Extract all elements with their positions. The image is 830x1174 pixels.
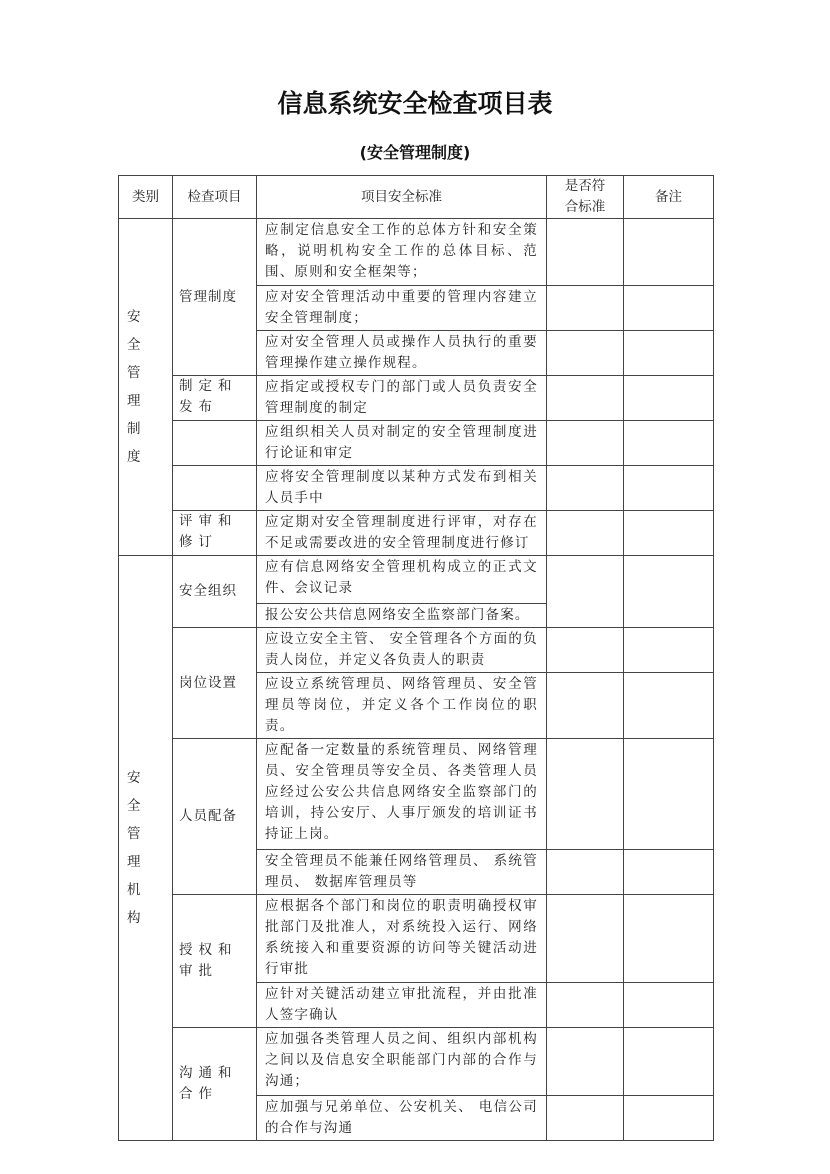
remarks-cell[interactable] — [624, 286, 714, 331]
header-row — [119, 176, 714, 219]
standard-cell: 应加强各类管理人员之间、组织内部机构之间以及信息安全职能部门内部的合作与沟通； — [257, 1028, 547, 1096]
compliant-cell[interactable] — [547, 850, 624, 895]
header-category: 类别 — [119, 176, 173, 219]
compliant-cell[interactable] — [547, 739, 624, 850]
standard-cell: 应将安全管理制度以某种方式发布到相关人员手中 — [257, 466, 547, 511]
item-cell-empty — [173, 466, 257, 511]
table-row — [119, 511, 714, 556]
remarks-cell[interactable] — [624, 1028, 714, 1096]
document-title: 信息系统安全检查项目表 — [277, 89, 553, 118]
table-row — [119, 376, 714, 421]
standard-cell: 应设立系统管理员、网络管理员、安全管理员等岗位，并定义各个工作岗位的职责。 — [257, 673, 547, 739]
remarks-cell[interactable] — [624, 376, 714, 421]
item-cell-empty — [173, 421, 257, 466]
compliant-cell[interactable] — [547, 331, 624, 376]
item-cell: 人员配备 — [173, 739, 257, 895]
remarks-cell[interactable] — [624, 850, 714, 895]
compliant-cell[interactable] — [547, 1096, 624, 1141]
remarks-cell[interactable] — [624, 895, 714, 983]
compliant-cell[interactable] — [547, 1028, 624, 1096]
compliant-cell[interactable] — [547, 466, 624, 511]
item-cell: 沟通和合作 — [173, 1028, 257, 1141]
standard-cell: 应对安全管理活动中重要的管理内容建立安全管理制度； — [257, 286, 547, 331]
standard-cell: 应配备一定数量的系统管理员、网络管理员、安全管理员等安全员、各类管理人员应经过公安公共信息网络安全监察部门的培训，持公安厅、人事厅颁发的培训证书持证上岗。 — [257, 739, 547, 850]
category-cell: 安全管理制度 — [119, 219, 173, 556]
header-compliant: 是否符合标准 — [547, 176, 624, 219]
compliant-cell[interactable] — [547, 219, 624, 286]
remarks-cell[interactable] — [624, 673, 714, 739]
standard-cell: 应加强与兄弟单位、公安机关、 电信公司的合作与沟通 — [257, 1096, 547, 1141]
table-row — [119, 628, 714, 673]
standard-cell: 应制定信息安全工作的总体方针和安全策略，说明机构安全工作的总体目标、范围、原则和安全框架等； — [257, 219, 547, 286]
standard-cell: 应定期对安全管理制度进行评审，对存在不足或需要改进的安全管理制度进行修订 — [257, 511, 547, 556]
remarks-cell[interactable] — [624, 466, 714, 511]
standard-cell: 应有信息网络安全管理机构成立的正式文件、会议记录 — [257, 556, 547, 604]
compliant-cell[interactable] — [547, 376, 624, 421]
item-cell: 授权和审批 — [173, 895, 257, 1028]
item-cell: 制定和发布 — [173, 376, 257, 421]
item-cell: 岗位设置 — [173, 628, 257, 739]
standard-cell: 应针对关键活动建立审批流程，并由批准人签字确认 — [257, 983, 547, 1028]
checklist-table — [118, 175, 714, 1141]
compliant-cell[interactable] — [547, 628, 624, 673]
compliant-cell[interactable] — [547, 286, 624, 331]
compliant-cell[interactable] — [547, 895, 624, 983]
item-cell: 评审和修订 — [173, 511, 257, 556]
standard-cell: 应设立安全主管、 安全管理各个方面的负责人岗位，并定义各负责人的职责 — [257, 628, 547, 673]
remarks-cell[interactable] — [624, 556, 714, 628]
table-row — [119, 895, 714, 983]
item-cell: 安全组织 — [173, 556, 257, 628]
item-cell: 管理制度 — [173, 219, 257, 376]
table-row — [119, 421, 714, 466]
table-row — [119, 739, 714, 850]
document-subtitle: (安全管理制度) — [359, 143, 471, 162]
category-cell: 安全管理机构 — [119, 556, 173, 1141]
standard-cell: 安全管理员不能兼任网络管理员、 系统管理员、 数据库管理员等 — [257, 850, 547, 895]
table-row — [119, 219, 714, 286]
standard-cell: 应对安全管理人员或操作人员执行的重要管理操作建立操作规程。 — [257, 331, 547, 376]
remarks-cell[interactable] — [624, 628, 714, 673]
table-row — [119, 1028, 714, 1096]
header-item: 检查项目 — [173, 176, 257, 219]
remarks-cell[interactable] — [624, 983, 714, 1028]
remarks-cell[interactable] — [624, 331, 714, 376]
remarks-cell[interactable] — [624, 511, 714, 556]
header-remarks: 备注 — [624, 176, 714, 219]
remarks-cell[interactable] — [624, 219, 714, 286]
compliant-cell[interactable] — [547, 421, 624, 466]
header-standard: 项目安全标准 — [257, 176, 547, 219]
standard-cell: 应根据各个部门和岗位的职责明确授权审批部门及批准人，对系统投入运行、网络系统接入和重要资源的访问等关键活动进行审批 — [257, 895, 547, 983]
remarks-cell[interactable] — [624, 421, 714, 466]
table-row — [119, 466, 714, 511]
standard-cell: 应指定或授权专门的部门或人员负责安全管理制度的制定 — [257, 376, 547, 421]
remarks-cell[interactable] — [624, 1096, 714, 1141]
compliant-cell[interactable] — [547, 556, 624, 628]
table-row — [119, 556, 714, 604]
compliant-cell[interactable] — [547, 983, 624, 1028]
standard-cell: 应组织相关人员对制定的安全管理制度进行论证和审定 — [257, 421, 547, 466]
compliant-cell[interactable] — [547, 673, 624, 739]
standard-cell: 报公安公共信息网络安全监察部门备案。 — [257, 604, 547, 628]
remarks-cell[interactable] — [624, 739, 714, 850]
compliant-cell[interactable] — [547, 511, 624, 556]
